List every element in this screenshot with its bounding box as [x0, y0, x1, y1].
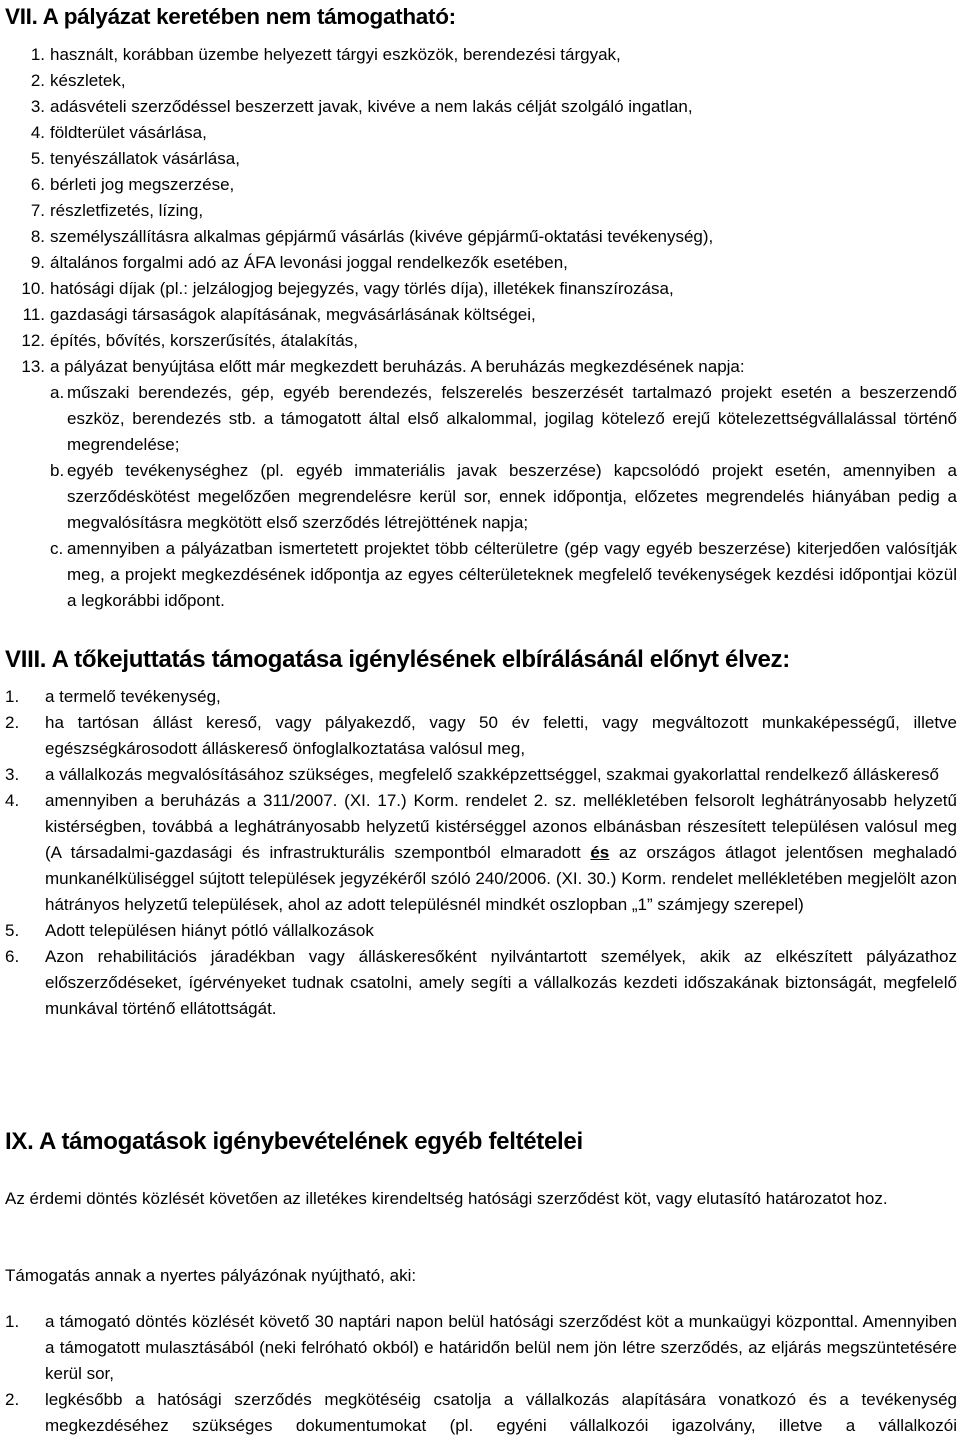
item-number: 5.: [30, 149, 45, 168]
item-number: 4.: [5, 791, 20, 810]
item-text: ha tartósan állást kereső, vagy pályakezdő, vagy 50 év feletti, vagy megváltozott munkaképességű, illetve egészségkárosodott álláskereső önfoglalkoztatása valósul meg,: [45, 713, 957, 758]
item-number: 6.: [30, 175, 45, 194]
sub-list-item: [5, 458, 957, 536]
list-item: [5, 94, 957, 120]
item-text: adásvételi szerződéssel beszerzett javak, kivéve a nem lakás célját szolgáló ingatlan,: [50, 97, 693, 116]
item-text: általános forgalmi adó az ÁFA levonási joggal rendelkezők esetében,: [50, 253, 568, 272]
item-text: készletek,: [50, 71, 126, 90]
list-item: [5, 68, 957, 94]
item-number: 4.: [30, 123, 45, 142]
item-number: 6.: [5, 947, 20, 966]
item-number: 13.: [21, 357, 45, 376]
sub-list-item: [5, 536, 957, 614]
item-text: földterület vásárlása,: [50, 123, 207, 142]
item-text: bérleti jog megszerzése,: [50, 175, 235, 194]
section-8-list: [5, 684, 957, 1022]
sub-item-text: egyéb tevékenységhez (pl. egyéb immateriális javak beszerzése) kapcsolódó projekt esetén, amennyiben a szerződéskötést megelőzően megrendelésre kerül sor, ennek időpontja, előzetes megrendelés hiányában pedig a megvalósításra megkötött első szerződés létrejöttének napja;: [67, 461, 957, 532]
list-item: [5, 710, 957, 762]
section-9-number: IX.: [5, 1128, 34, 1155]
sub-item-text: műszaki berendezés, gép, egyéb berendezés, felszerelés beszerzését tartalmazó projekt esetén a beszerzendő eszköz, berendezés stb. a támogatott által első alkalommal, jogilag kötelező erejű kötelezettségvállalással történő megrendelése;: [67, 383, 957, 454]
list-item: [5, 146, 957, 172]
list-item: [5, 762, 957, 788]
item-number: 8.: [30, 227, 45, 246]
item-text: részletfizetés, lízing,: [50, 201, 204, 220]
item-number: 2.: [30, 71, 45, 90]
sub-item-letter: c.: [50, 539, 64, 558]
item-number: 1.: [30, 45, 45, 64]
item-number: 7.: [30, 201, 45, 220]
item-text: építés, bővítés, korszerűsítés, átalakítás,: [50, 331, 359, 350]
list-item: [5, 328, 957, 354]
item-text: Adott településen hiányt pótló vállalkozások: [45, 921, 374, 940]
list-item: [5, 354, 957, 380]
section-7-heading: VII. A pályázat keretében nem támogatható:: [5, 4, 456, 29]
sub-item-letter: a.: [50, 383, 65, 402]
item-text-part: az országos átlagot jelentősen meghaladó munkanélküliséggel sújtott települések jegyzékéről szóló 240/2006. (XI. 30.) Korm. rendelet mellékletében megjelölt azon hátrányos helyzetű települések, ahol az adott településnél mindkét oszlopban „1” számjegy szerepel): [45, 843, 958, 914]
list-item: [5, 684, 957, 710]
list-item: [5, 918, 957, 944]
list-item: [5, 788, 957, 918]
item-text-part: amennyiben a beruházás a 311/2007. (XI. 17.) Korm. rendelet 2. sz. mellékletében felsorolt leghátrányosabb helyzetű kistérségben, továbbá a leghátrányosabb helyzetű kistérséggel azonos elbánásban részesített településen valósul meg (A társadalmi-gazdasági és infrastrukturális szempontból elmaradott: [45, 791, 957, 862]
item-text: tenyészállatok vásárlása,: [50, 149, 240, 168]
item-text: [45, 788, 957, 918]
paragraph: Az érdemi döntés közlését követően az illetékes kirendeltség hatósági szerződést köt, vagy elutasító határozatot hoz.: [5, 1189, 888, 1208]
list-item: [5, 1309, 957, 1387]
sub-item-letter: b.: [50, 461, 65, 480]
item-number: 1.: [5, 1312, 20, 1331]
sub-item-text: amennyiben a pályázatban ismertetett projektet több célterületre (gép vagy egyéb beszerzése) kiterjedően valósítják meg, a projekt megkezdésének időpontja az egyes célterületeknek megfelelő tevékenységek kezdési időpontjai közül a legkorábbi időpont.: [67, 539, 957, 610]
paragraph: Támogatás annak a nyertes pályázónak nyújtható, aki:: [5, 1266, 417, 1285]
item-text: személyszállításra alkalmas gépjármű vásárlás (kivéve gépjármű-oktatási tevékenység),: [50, 227, 714, 246]
list-item: [5, 172, 957, 198]
item-number: 2.: [5, 713, 20, 732]
item-number: 5.: [5, 921, 20, 940]
item-number: 2.: [5, 1390, 20, 1409]
section-8-number: VIII.: [5, 646, 47, 673]
section-9-title: A támogatások igénybevételének egyéb feltételei: [38, 1128, 583, 1155]
list-item: [5, 120, 957, 146]
list-item: [5, 944, 957, 1022]
list-item: [5, 250, 957, 276]
section-8-heading: [5, 646, 790, 674]
section-9-heading: [5, 1128, 583, 1156]
list-item: [5, 302, 957, 328]
item-text: gazdasági társaságok alapításának, megvásárlásának költségei,: [50, 305, 536, 324]
list-item: [5, 198, 957, 224]
section-7-list: [5, 42, 957, 614]
list-item: [5, 224, 957, 250]
section-9-list: [5, 1309, 957, 1439]
item-number: 11.: [22, 305, 45, 324]
item-number: 1.: [5, 687, 20, 706]
list-item: [5, 276, 957, 302]
sub-list-item: [5, 380, 957, 458]
item-number: 12.: [21, 331, 45, 350]
item-text: a pályázat benyújtása előtt már megkezdett beruházás. A beruházás megkezdésének napja:: [50, 357, 745, 376]
section-8-title: A tőkejuttatás támogatása igénylésének elbírálásánál előnyt élvez:: [51, 646, 790, 673]
item-text: a termelő tevékenység,: [45, 687, 221, 706]
item-number: 3.: [5, 765, 20, 784]
list-item: [5, 42, 957, 68]
item-text: a vállalkozás megvalósításához szükséges, megfelelő szakképzettséggel, szakmai gyakorlattal rendelkező álláskereső: [45, 765, 939, 784]
item-text: Azon rehabilitációs járadékban vagy álláskeresőként nyilvántartott személyek, akik az elkészített pályázathoz előszerződéseket, ígérvényeket tudnak csatolni, amely segíti a vállalkozás kezdeti időszakának biztonságát, megfelelő munkával történő ellátottságát.: [45, 947, 957, 1018]
list-item: [5, 1387, 957, 1439]
item-text: legkésőbb a hatósági szerződés megkötéséig csatolja a vállalkozás alapítására vonatkozó és a tevékenység megkezdéséhez szükséges dokumentumokat (pl. egyéni vállalkozói igazolvány, illetve a vállalkozói: [45, 1390, 957, 1435]
item-number: 10.: [21, 279, 45, 298]
item-number: 9.: [30, 253, 45, 272]
item-text: használt, korábban üzembe helyezett tárgyi eszközök, berendezési tárgyak,: [50, 45, 621, 64]
item-number: 3.: [30, 97, 45, 116]
item-text: a támogató döntés közlését követő 30 naptári napon belül hatósági szerződést köt a munkaügyi központtal. Amennyiben a támogatott mulasztásából (neki felróható okból) e határidőn belül nem jön létre szerződés, az eljárás megszüntetésére kerül sor,: [45, 1312, 957, 1383]
emphasis-text: és: [590, 843, 610, 862]
item-text: hatósági díjak (pl.: jelzálogjog bejegyzés, vagy törlés díja), illetékek finanszírozása,: [50, 279, 674, 298]
